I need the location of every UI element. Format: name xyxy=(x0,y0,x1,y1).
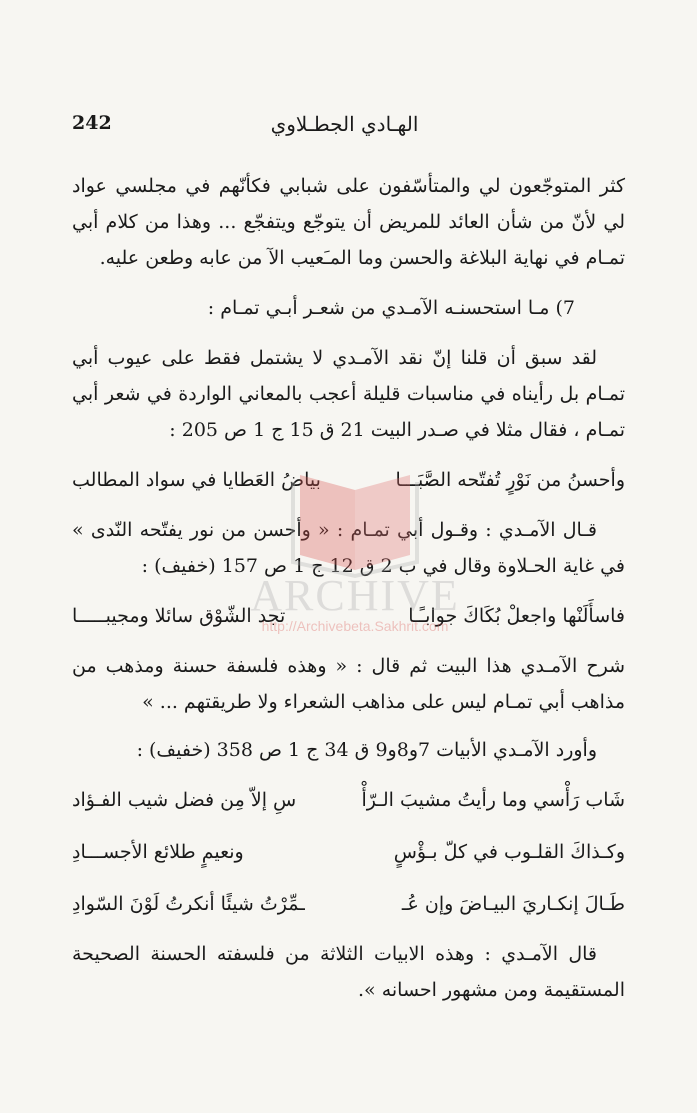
paragraph-amidi-comment-1: قـال الآمـدي : وقـول أبي تمـام : « وأحسن من نور يفتّحه النّدى » في غاية الحـلاوة وقال في ب 2 ق 12 ج 1 ص 157 (خفيف) : xyxy=(72,519,625,577)
watermark-title: ARCHIVE xyxy=(250,571,460,620)
verse-line-2 xyxy=(72,596,625,636)
paragraph-amidi-conclusion: قال الآمـدي : وهذه الابيات الثلاثة من فلسفته الحسنة الصحيحة المستقيمة ومن مشهور احسانه ». xyxy=(72,943,625,1001)
paragraph-intro: كثر المتوجّعون لي والمتأسّفون على شبابي فكأنّهم في مجلسي عواد لي لأنّ من شأن العائد للمريض أن يتوجّع ويتفجّع ... وهذا من كلام أبي تمـام في نهاية البلاغة والحسن وما المـَعيب الآ من عابه وطعن عليه. xyxy=(72,175,625,269)
section-heading: 7) مـا استحسنـه الآمـدي من شعـر أبـي تمـام : xyxy=(207,297,575,319)
verse-3-first-hemistich: شَاب رَأْسي وما رأيتُ مشيبَ الـرّأْ xyxy=(361,789,625,811)
verse-line-5 xyxy=(72,884,625,924)
page-body xyxy=(72,168,625,1020)
verse-line-3 xyxy=(72,780,625,820)
paragraph-amidi-comment-2: شرح الآمـدي هذا البيت ثم قال : « وهذه فلسفة حسنة ومذهب من مذاهب أبي تمـام ليس على مذاهب الشعراء ولا طريقتهم ... » xyxy=(72,655,625,713)
page-number: 242 xyxy=(72,112,112,134)
watermark-url: http://Archivebeta.Sakhrit.com xyxy=(261,618,449,634)
verse-1-second-hemistich: بياضُ العَطايا في سواد المطالب xyxy=(72,469,321,491)
running-title: الهـادي الجطـلاوي xyxy=(270,112,419,136)
paragraph-verses-intro: وأورد الآمـدي الأبيات 7و8و9 ق 34 ج 1 ص 358 (خفيف) : xyxy=(136,739,597,761)
verse-4-first-hemistich: وكـذاكَ القلـوب في كلّ بـؤْسٍ xyxy=(393,841,625,863)
page-header xyxy=(72,112,617,142)
verse-2-first-hemistich: فاسأَلَنْها واجعلْ بُكَاكَ جوابـًـا xyxy=(408,605,625,627)
verse-line-1 xyxy=(72,460,625,500)
verse-2-second-hemistich: تجد الشّوْق سائلا ومجيبـــــا xyxy=(72,605,286,627)
verse-3-second-hemistich: سِ إلاّ مِن فضل شيب الفـؤاد xyxy=(72,789,297,811)
verse-5-second-hemistich: ـمِّرْتُ شيئًا أنكرتُ لَوْنَ السّوادِ xyxy=(72,893,305,915)
verse-4-second-hemistich: ونعيمٍ طلائع الأجســـادِ xyxy=(72,841,244,863)
paragraph-amidi-praise: لقد سبق أن قلنا إنّ نقد الآمـدي لا يشتمل فقط على عيوب أبي تمـام بل رأيناه في مناسبات قليلة أعجب بالمعاني الواردة في شعر أبي تمـام ، فقال مثلا في صـدر البيت 21 ق 15 ج 1 ص 205 : xyxy=(72,347,625,441)
verse-5-first-hemistich: طَـالَ إنكـاريَ البيـاضَ وإن عُـ xyxy=(401,893,625,915)
verse-1-first-hemistich: وأحسنُ من نَوْرٍ تُفتّحه الصَّبَـــا xyxy=(395,469,625,491)
verse-line-4 xyxy=(72,832,625,872)
